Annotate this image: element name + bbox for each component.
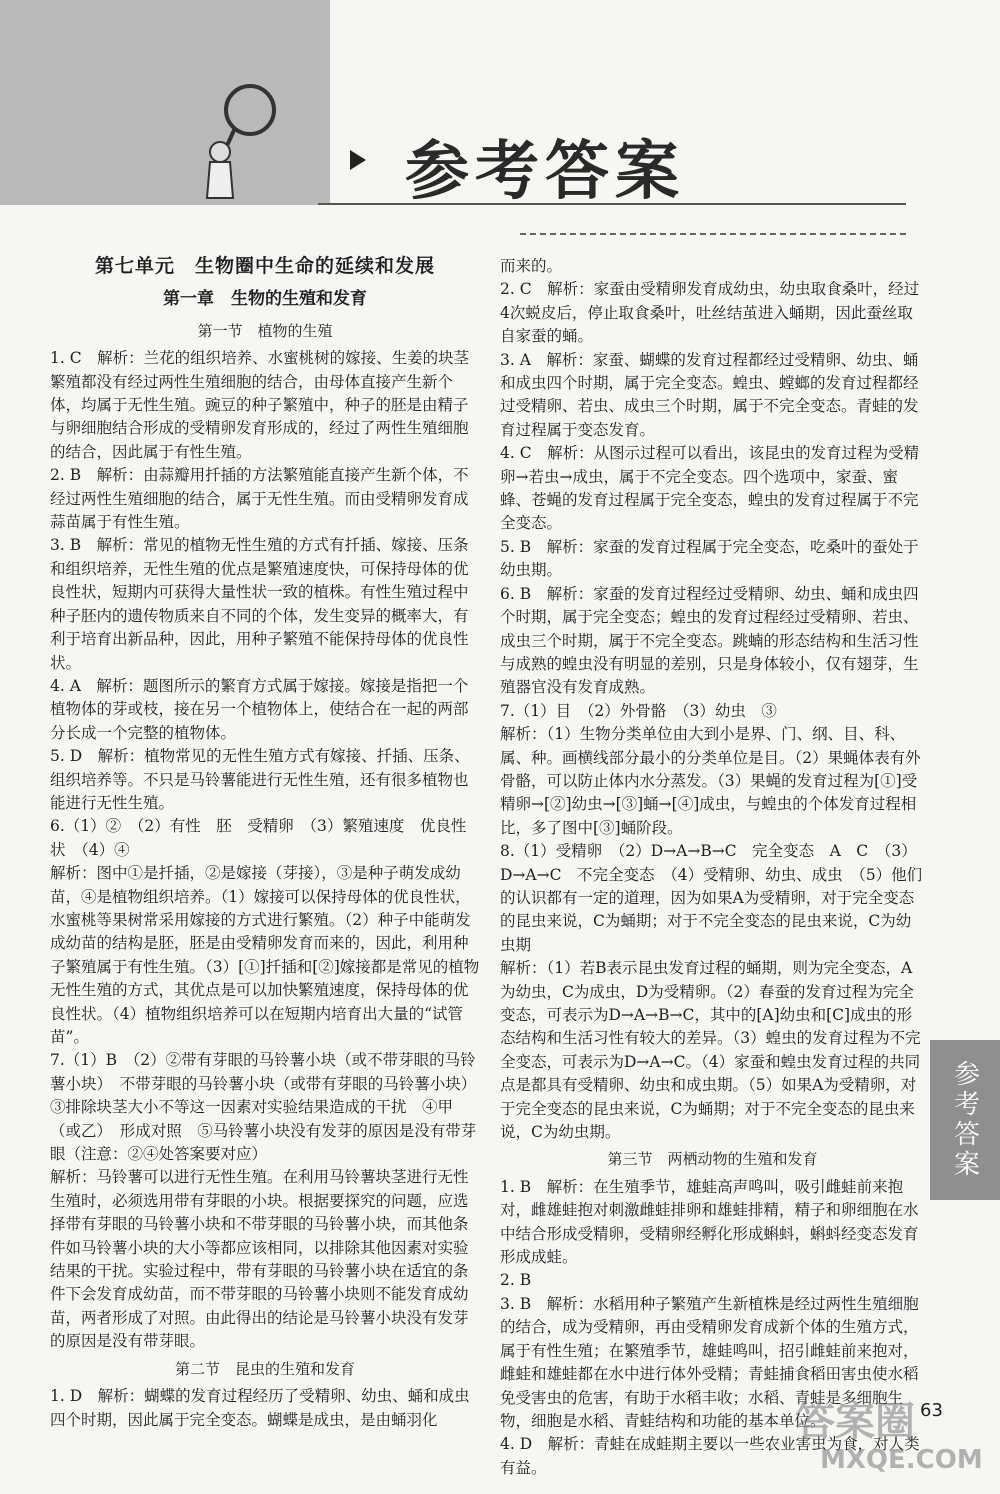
answer-item: 4. D 解析：青蛙在成蛙期主要以一些农业害虫为食，对人类有益。	[500, 1435, 920, 1477]
section-heading: 第二节 昆虫的生殖和发育	[174, 1359, 355, 1378]
watermark-url: MXQE.COM	[820, 1445, 983, 1475]
answer-item: 解析：图中①是扦插，②是嫁接（芽接），③是种子萌发成幼苗，④是植物组织培养。（1）嫁接可以保持母体的优良性状，水蜜桃等果树常采用嫁接的方式进行繁殖。（2）种子中能萌发成幼苗的结构是胚，胚是由受精卵发育而来的，因此，利用种子繁殖属于有性生殖。（3）[①]扦插和[②]嫁接都是常见的植物无性生殖的方式，其优点是可以加快繁殖速度，保持母体的优良性状。（4）植物组织培养可以在短期内培育出大量的“试管苗”。	[50, 864, 480, 1046]
answer-item: 2. B 解析：由蒜瓣用扦插的方法繁殖能直接产生新个体，不经过两性生殖细胞的结合，属于无性生殖。而由受精卵发育成蒜苗属于有性生殖。	[50, 466, 469, 532]
answer-item: 1. B 解析：在生殖季节，雄蛙高声鸣叫，吸引雌蛙前来抱对，雌雄蛙抱对刺激雌蛙排卵和雄蛙排精，精子和卵细胞在水中结合形成受精卵，受精卵经孵化形成蝌蚪，蝌蚪经变态发育形成成蛙。	[500, 1177, 919, 1267]
answer-item: 3. B 解析：常见的植物无性生殖的方式有扦插、嫁接、压条和组织培养，无性生殖的优点是繁殖速度快，可保持母体的优良性状，短期内可获得大量性状一致的植株。有性生殖过程中种子胚内的遗传物质来自不同的个体，发生变异的概率大，有利于培育出新品种，因此，用种子繁殖不能保持母体的优良性状。	[50, 536, 469, 672]
title-arrow-icon	[350, 150, 366, 170]
answer-item: 2. C 解析：家蚕由受精卵发育成幼虫，幼虫取食桑叶，经过4次蜕皮后，停止取食桑叶，吐丝结茧进入蛹期，因此蚕丝取自家蚕的蛹。	[500, 280, 920, 346]
answer-item: 而来的。	[500, 257, 563, 275]
answer-item: 5. D 解析：植物常见的无性生殖方式有嫁接、扦插、压条、组织培养等。不只是马铃薯能进行无性生殖，还有很多植物也能进行无性生殖。	[50, 747, 470, 812]
page-title: 参考答案	[405, 135, 685, 209]
answer-item: 4. C 解析：从图示过程可以看出，该昆虫的发育过程为受精卵→若虫→成虫，属于不完全变态。四个选项中，家蚕、蜜蜂、苍蝇的发育过程属于完全变态，蝗虫的发育过程属于不完全变态。	[500, 444, 920, 533]
answer-item: 1. C 解析：兰花的组织培养、水蜜桃树的嫁接、生姜的块茎繁殖都没有经过两性生殖细胞的结合，由母体直接产生新个体，均属于无性生殖。豌豆的种子繁殖中，种子的胚是由精子与卵细胞结合形成的受精卵发育形成的，经过了两性生殖细胞的结合，因此属于有性生殖。	[50, 349, 470, 461]
unit-heading: 第七单元 生物圈中生命的延续和发展	[94, 255, 435, 277]
chapter-heading: 第一章 生物的生殖和发育	[163, 289, 367, 310]
answer-item: 解析：马铃薯可以进行无性生殖。在利用马铃薯块茎进行无性生殖时，必须选用带有芽眼的小块。根据要探究的问题，应选择带有芽眼的马铃薯小块和不带芽眼的马铃薯小块，而其他条件如马铃薯小块的大小等都应该相同，以排除其他因素对实验结果的干扰。实验过程中，带有芽眼的马铃薯小块在适宜的条件下会发育成幼苗，而不带芽眼的马铃薯小块则不能发育成幼苗，两者形成了对照。由此得出的结论是马铃薯小块没有发芽的原因是没有带芽眼。	[50, 1168, 469, 1351]
left-column	[50, 255, 485, 1432]
answer-item: 7.（1）B （2）②带有芽眼的马铃薯小块（或不带芽眼的马铃薯小块） 不带芽眼的马铃薯小块（或带有芽眼的马铃薯小块） ③排除块茎大小不等这一因素对实验结果造成的干扰 ④甲（或乙） 形成对照 ⑤马铃薯小块没有发芽的原因是没有带芽眼（注意：②④处答案要对应）	[50, 1051, 485, 1164]
section-heading: 第三节 两栖动物的生殖和发育	[607, 1150, 818, 1169]
header-dashed-rule	[520, 233, 906, 235]
answer-item: 6.（1）② （2）有性 胚 受精卵 （3）繁殖速度 优良性状 （4）④	[50, 817, 467, 859]
answer-item: 3. B 解析：水稻用种子繁殖产生新植株是经过两性生殖细胞的结合，成为受精卵，再由受精卵发育成新个体的生殖方式，属于有性生殖；在繁殖季节，雄蛙鸣叫，招引雌蛙前来抱对，雌蛙和雄蛙都在水中进行体外受精；青蛙捕食稻田害虫使水稻免受害虫的危害，有助于水稻丰收；水稻、青蛙是多细胞生物，细胞是水稻、青蛙结构和功能的基本单位。	[500, 1294, 919, 1430]
answer-item: 解析：（1）若B表示昆虫发育过程的蛹期，则为完全变态，A为幼虫，C为成虫，D为受精卵。（2）春蚕的发育过程为完全变态，可表示为D→A→B→C，其中的[A]幼虫和[C]成虫的形态结构和生活习性有较大的差异。（3）蝗虫的发育过程为不完全变态，可表示为D→A→C。（4）家蚕和蝗虫发育过程的共同点是都具有受精卵、幼虫和成虫期。（5）如果A为受精卵，对于完全变态的昆虫来说，C为蛹期；对于不完全变态的昆虫来说，C为幼虫期。	[500, 959, 921, 1142]
page-number: 63	[920, 1400, 943, 1421]
section-heading: 第一节 植物的生殖	[197, 321, 333, 340]
answer-item: 4. A 解析：题图所示的繁育方式属于嫁接。嫁接是指把一个植物体的芽或枝，接在另一个植物体上，使结合在一起的两部分长成一个完整的植物体。	[50, 676, 469, 742]
answer-item: 3. A 解析：家蚕、蝴蝶的发育过程都经过受精卵、幼虫、蛹和成虫四个时期，属于完全变态。蝗虫、螳螂的发育过程都经过受精卵、若虫、成虫三个时期，属于不完全变态。青蛙的发育过程属于变态发育。	[500, 350, 919, 439]
answer-item: 2. B	[500, 1271, 532, 1290]
header-rule	[318, 203, 906, 205]
side-tab: 参考答案	[930, 1040, 1000, 1200]
answer-item: 5. B 解析：家蚕的发育过程属于完全变态，吃桑叶的蚕处于幼虫期。	[500, 537, 919, 580]
magnifier-mascot-icon	[195, 80, 285, 200]
answer-item: 8.（1）受精卵 （2）D→A→B→C 完全变态 A C （3）D→A→C 不完全变态 （4）受精卵、幼虫、成虫 （5）他们的认识都有一定的道理，因为如果A为受精卵，对于完全变态的昆虫来说，C为蛹期；对于不完全变态的昆虫来说，C为幼虫期	[500, 842, 923, 954]
answer-item: 6. B 解析：家蚕的发育过程经过受精卵、幼虫、蛹和成虫四个时期，属于完全变态；蝗虫的发育过程经过受精卵、若虫、成虫三个时期，属于不完全变态。跳蝻的形态结构和生活习性与成熟的蝗虫没有明显的差别，只是身体较小，仅有翅芽，生殖器官没有发育成熟。	[500, 584, 919, 697]
answer-item: 解析：（1）生物分类单位由大到小是界、门、纲、目、科、属、种。画横线部分最小的分类单位是目。（2）果蝇体表有外骨骼，可以防止体内水分蒸发。（3）果蝇的发育过程为[①]受精卵→[②]幼虫→[③]蛹→[④]成虫，与蝗虫的个体发育过程相比，多了图中[③]蛹阶段。	[500, 725, 921, 837]
answer-item: 1. D 解析：蝴蝶的发育过程经历了受精卵、幼虫、蛹和成虫四个时期，因此属于完全变态。蝴蝶是成虫，是由蛹羽化	[50, 1387, 470, 1429]
right-column	[500, 255, 925, 1480]
answer-item: 7.（1）目 （2）外骨骼 （3）幼虫 ③	[500, 701, 777, 720]
watermark: 答案圈	[795, 1399, 915, 1445]
